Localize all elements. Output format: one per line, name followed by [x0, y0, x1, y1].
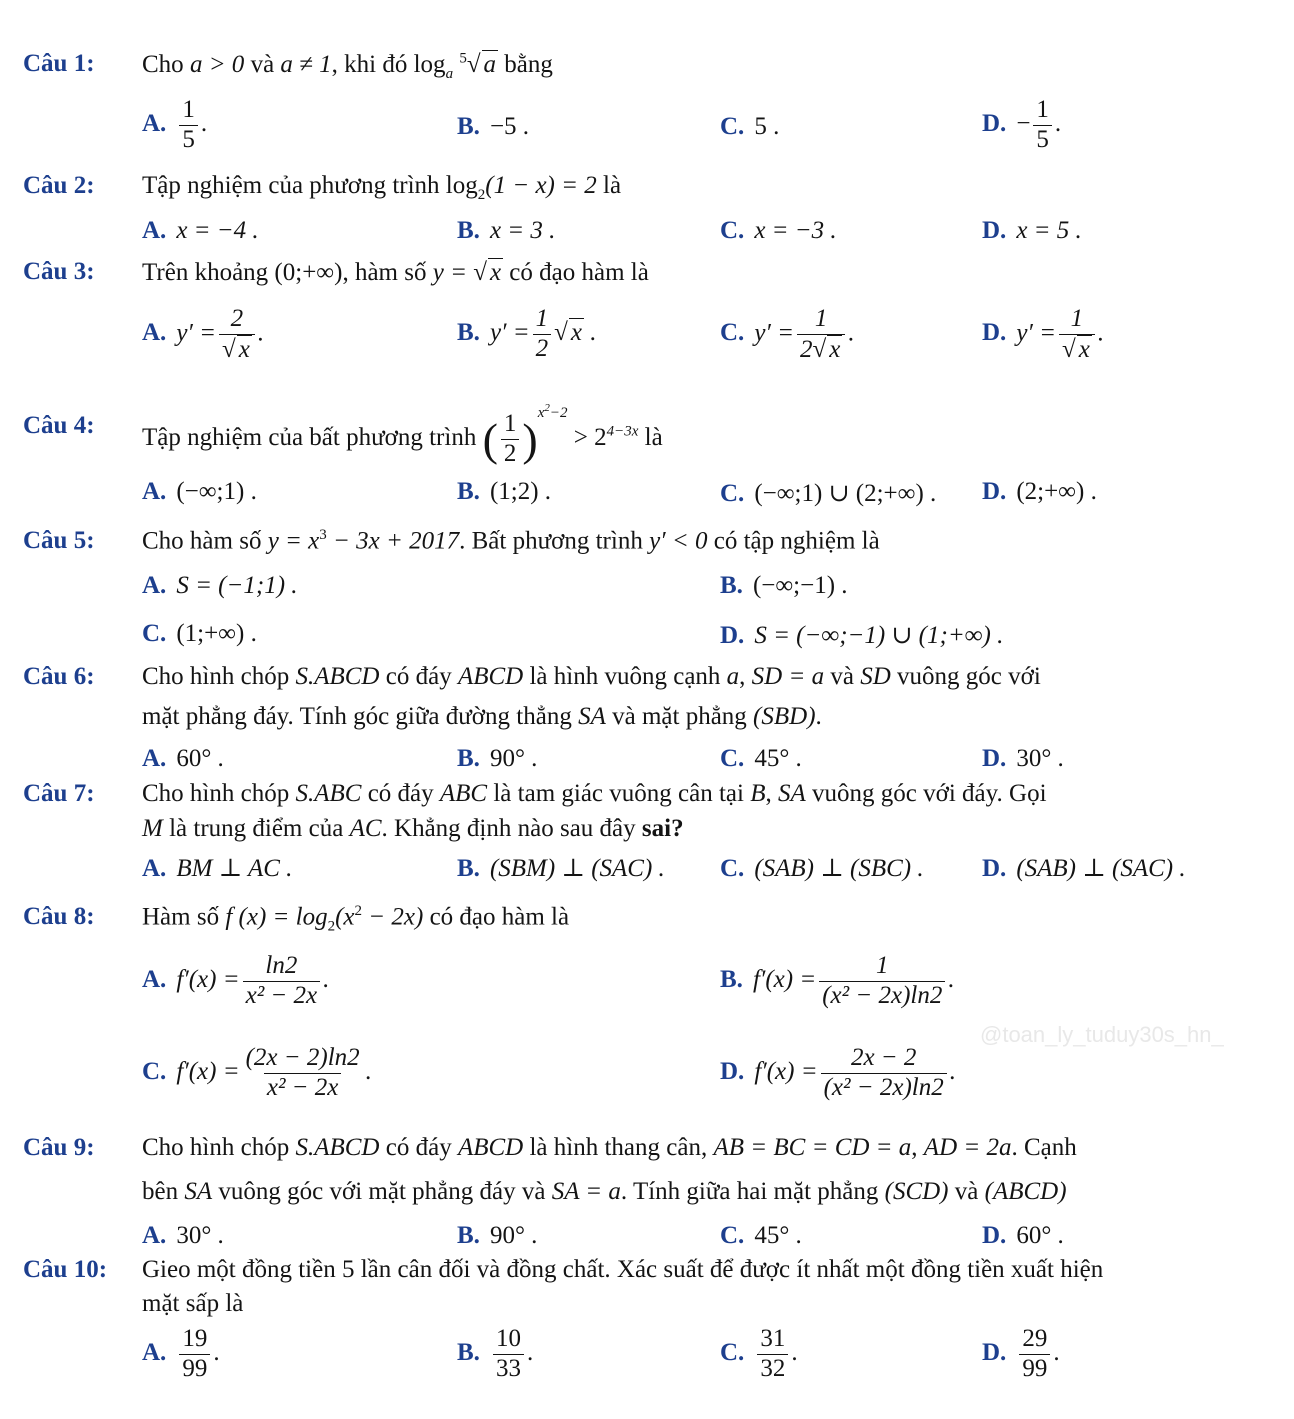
option-d[interactable]: D. S = (−∞;−1) ∪ (1;+∞) . — [720, 622, 1004, 649]
option-d[interactable]: D. 60° . — [982, 1222, 1064, 1249]
option-c[interactable]: C. x = −3 . — [720, 217, 837, 244]
option-c[interactable]: C. 45° . — [720, 1222, 802, 1249]
question-stem: Tập nghiệm của bất phương trình ( $\frac{1}{2}$ )$^{x^2-2} > 2^{4-3x}$ là — [142, 402, 663, 467]
option-c[interactable]: C. (1;+∞) . — [142, 620, 257, 647]
question-stem-2: mặt sấp là — [142, 1290, 244, 1317]
option-c[interactable]: C. (−∞;1) ∪ (2;+∞) . — [720, 480, 937, 507]
option-c[interactable]: C. 45° . — [720, 745, 802, 772]
question-stem: Tập nghiệm của phương trình $\log_2(1 - x) = 2$ là — [142, 172, 622, 203]
option-b[interactable]: B. f′(x) = $\frac{1}{\text{(x² − 2x)ln2}}$ . — [720, 952, 955, 1009]
option-a[interactable]: A. x = −4 . — [142, 217, 259, 244]
question-label: Câu 8: — [23, 903, 95, 930]
option-a[interactable]: A. 60° . — [142, 745, 224, 772]
question-stem-2: bên SA vuông góc với mặt phẳng đáy và SA = a. Tính giữa hai mặt phẳng (SCD) và (ABCD) — [142, 1178, 1067, 1205]
question-label: Câu 4: — [23, 412, 95, 439]
option-b[interactable]: B. (SBM) ⊥ (SAC) . — [457, 855, 665, 882]
option-b[interactable]: B. $\frac{10}{33}$ . — [457, 1325, 534, 1382]
option-b[interactable]: B. 90° . — [457, 1222, 538, 1249]
question-label: Câu 2: — [23, 172, 95, 199]
option-c[interactable]: C. $\frac{31}{32}$ . — [720, 1325, 798, 1382]
question-stem: Cho a > 0 và a ≠ 1, khi đó $\log_a ^5√$ a bằng — [142, 50, 553, 82]
watermark: @toan_ly_tuduy30s_hn_ — [980, 1022, 1224, 1047]
question-stem-2: mặt phẳng đáy. Tính góc giữa đường thẳng SA và mặt phẳng (SBD). — [142, 703, 822, 730]
question-stem: Cho hình chóp S.ABCD có đáy ABCD là hình vuông cạnh a, SD = a và SD vuông góc với — [142, 663, 1041, 690]
question-label: Câu 7: — [23, 780, 95, 807]
question-stem: Cho hình chóp S.ABCD có đáy ABCD là hình thang cân, AB = BC = CD = a, AD = 2a. Cạnh — [142, 1134, 1077, 1161]
option-d[interactable]: D. f′(x) = $\frac{2x - 2}{\text{(x² − 2x)ln2}}$ . — [720, 1044, 956, 1101]
question-label: Câu 3: — [23, 258, 95, 285]
option-b[interactable]: B. (−∞;−1) . — [720, 572, 848, 599]
question-stem: Gieo một đồng tiền 5 lần cân đối và đồng chất. Xác suất để được ít nhất một đồng tiền xuất hiện — [142, 1256, 1104, 1283]
option-d[interactable]: D. y′ = $\frac{1}{√ x}$ . — [982, 305, 1105, 363]
option-a[interactable]: A. BM ⊥ AC . — [142, 855, 293, 882]
option-c[interactable]: C. (SAB) ⊥ (SBC) . — [720, 855, 924, 882]
option-a[interactable]: A. $\frac{19}{99}$ . — [142, 1325, 220, 1382]
question-stem: Cho hàm số $y = x^3 - 3x + 2017$. Bất phương trình y′ < 0 có tập nghiệm là — [142, 527, 880, 555]
option-d[interactable]: D. $\frac{29}{99}$ . — [982, 1325, 1060, 1382]
option-d[interactable]: D. 30° . — [982, 745, 1064, 772]
option-d[interactable]: D. − $\frac{1}{5}$ . — [982, 96, 1062, 153]
question-stem-2: M là trung điểm của AC. Khẳng định nào sau đây sai? — [142, 815, 684, 842]
option-a[interactable]: A. 30° . — [142, 1222, 224, 1249]
option-c[interactable]: C. y′ = $\frac{1}{2√ x}$ . — [720, 305, 855, 363]
option-a[interactable]: A. f′(x) = $\frac{\ln 2}{\text{x² − 2x}}$ . — [142, 952, 330, 1009]
question-label: Câu 10: — [23, 1256, 108, 1283]
option-a[interactable]: A. (−∞;1) . — [142, 478, 257, 505]
question-stem: Cho hình chóp S.ABC có đáy ABC là tam giác vuông cân tại B, SA vuông góc với đáy. Gọi — [142, 780, 1047, 807]
option-a[interactable]: A. y′ = $\frac{2}{√ x}$ . — [142, 305, 265, 363]
option-b[interactable]: B. (1;2) . — [457, 478, 552, 505]
option-c[interactable]: C. 5 . — [720, 113, 780, 140]
question-label: Câu 5: — [23, 527, 95, 554]
question-label: Câu 1: — [23, 50, 95, 77]
question-stem: Hàm số f $(x) = \log_2(x^2 - 2x)$ có đạo hàm là — [142, 903, 570, 935]
question-label: Câu 9: — [23, 1134, 95, 1161]
option-d[interactable]: D. (2;+∞) . — [982, 478, 1097, 505]
option-a[interactable]: A. $\frac{1}{5}$ . — [142, 96, 208, 153]
option-b[interactable]: B. y′ = $\frac{1}{2}$ √ x . — [457, 305, 597, 362]
question-label: Câu 6: — [23, 663, 95, 690]
option-d[interactable]: D. x = 5 . — [982, 217, 1082, 244]
option-d[interactable]: D. (SAB) ⊥ (SAC) . — [982, 855, 1186, 882]
question-stem: Trên khoảng (0;+∞), hàm số y = √ x có đạo hàm là — [142, 259, 649, 286]
option-b[interactable]: B. x = 3 . — [457, 217, 556, 244]
option-a[interactable]: A. S = (−1;1) . — [142, 572, 298, 599]
option-b[interactable]: B. −5 . — [457, 113, 530, 140]
option-c[interactable]: C. f′(x) = $\frac{(2x - 2)\ln 2}{\text{x² − 2x}}$ . — [142, 1044, 372, 1101]
option-b[interactable]: B. 90° . — [457, 745, 538, 772]
